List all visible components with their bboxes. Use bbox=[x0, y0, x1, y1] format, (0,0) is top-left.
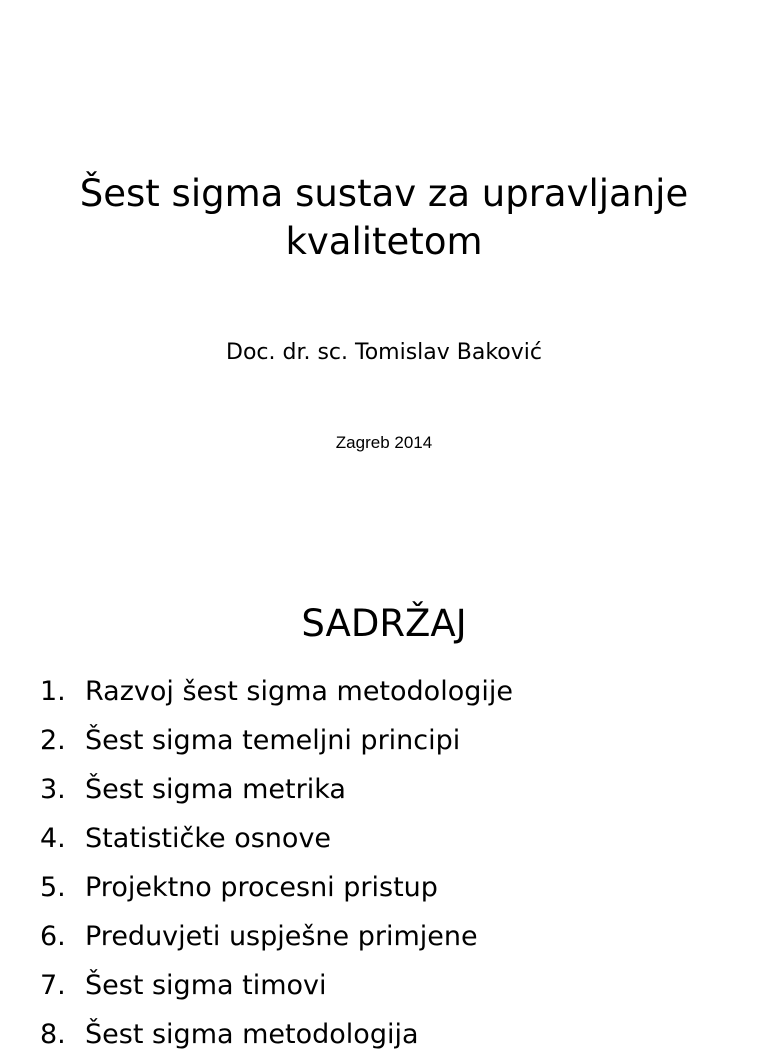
contents-item bbox=[40, 716, 513, 765]
contents-item-number: 2. bbox=[40, 725, 66, 756]
contents-item bbox=[40, 667, 513, 716]
contents-heading: SADRŽAJ bbox=[301, 602, 467, 645]
contents-item-number: 3. bbox=[40, 774, 66, 805]
contents-item-text: Šest sigma metodologija bbox=[85, 1019, 419, 1050]
contents-item-number: 8. bbox=[40, 1019, 66, 1050]
contents-item bbox=[40, 863, 513, 912]
presentation-title bbox=[0, 170, 768, 266]
contents-item-text: Statističke osnove bbox=[85, 823, 332, 854]
contents-item-text: Šest sigma metrika bbox=[85, 774, 346, 805]
contents-item-number: 4. bbox=[40, 823, 66, 854]
contents-item-text: Šest sigma timovi bbox=[85, 970, 327, 1001]
title-line-2: kvalitetom bbox=[285, 220, 483, 263]
contents-item-number: 5. bbox=[40, 872, 66, 903]
contents-item bbox=[40, 961, 513, 1010]
title-line-1: Šest sigma sustav za upravljanje bbox=[79, 172, 689, 215]
contents-item bbox=[40, 765, 513, 814]
contents-item-text: Šest sigma temeljni principi bbox=[85, 725, 461, 756]
contents-item-text: Razvoj šest sigma metodologije bbox=[85, 676, 513, 707]
contents-item-number: 7. bbox=[40, 970, 66, 1001]
contents-slide bbox=[0, 576, 768, 1050]
contents-item-number: 6. bbox=[40, 921, 66, 952]
contents-item bbox=[40, 814, 513, 863]
place-date: Zagreb 2014 bbox=[335, 433, 433, 452]
contents-list bbox=[40, 667, 513, 1059]
contents-item bbox=[40, 1010, 513, 1059]
contents-item-text: Preduvjeti uspješne primjene bbox=[85, 921, 478, 952]
contents-item-text: Projektno procesni pristup bbox=[85, 872, 438, 903]
author-name: Doc. dr. sc. Tomislav Baković bbox=[226, 340, 542, 365]
contents-item bbox=[40, 912, 513, 961]
contents-item-number: 1. bbox=[40, 676, 66, 707]
